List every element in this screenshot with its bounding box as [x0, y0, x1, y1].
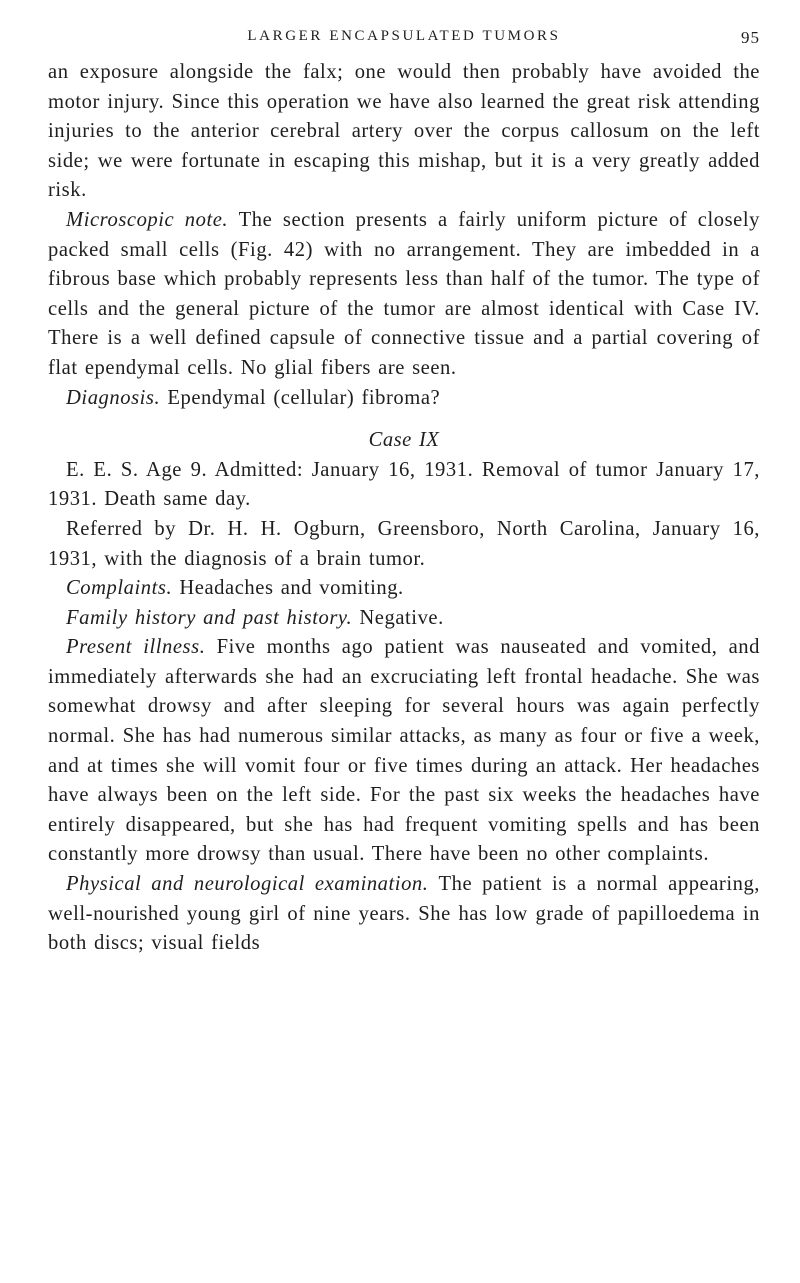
section-label: Microscopic note.	[66, 208, 239, 231]
section-label: Physical and neurological examination.	[66, 873, 439, 896]
paragraph-present-illness	[48, 633, 760, 870]
section-label: Complaints.	[66, 577, 180, 600]
section-label: Diagnosis.	[66, 386, 168, 409]
section-label: Present illness.	[66, 636, 217, 659]
case-heading: Case IX	[368, 429, 440, 452]
body-text	[48, 58, 760, 959]
paragraph-referral	[48, 515, 760, 574]
section-label: Family history and past history.	[66, 606, 360, 629]
paragraph-microscopic-note	[48, 206, 760, 384]
paragraph-exposure	[48, 58, 760, 206]
paragraph-text: Ependymal (cellular) fibroma?	[167, 386, 441, 409]
paragraph-text: Referred by Dr. H. H. Ogburn, Greensboro, North Carolina, January 16, 1931, with the diagnosis of a brain tumor.	[48, 517, 760, 570]
paragraph-text: The section presents a fairly uniform picture of closely packed small cells (Fig. 42) with no arrangement. They are imbedded in a fibrous base which probably represents less than half of the tumor. The type of cells and the general picture of the tumor are almost identical with Case IV. There is a well defined capsule of connective tissue and a partial covering of flat ependymal cells. No glial fibers are seen.	[48, 208, 760, 379]
paragraph-text: Headaches and vomiting.	[179, 577, 404, 600]
paragraph-text: E. E. S. Age 9. Admitted: January 16, 1931. Removal of tumor January 17, 1931. Death same day.	[48, 458, 760, 511]
paragraph-diagnosis	[48, 384, 760, 414]
paragraph-family-history	[48, 604, 760, 634]
running-head: LARGER ENCAPSULATED TUMORS	[247, 28, 561, 44]
page-number: 95	[741, 28, 760, 47]
paragraph-admission	[48, 456, 760, 515]
paragraph-text: The patient is a normal appearing, well-nourished young girl of nine years. She has low grade of papilloedema in both discs; visual fields	[48, 873, 760, 955]
paragraph-complaints	[48, 574, 760, 604]
paragraph-text: Five months ago patient was nauseated and vomited, and immediately afterwards she had an excruciating left frontal headache. She was somewhat drowsy and after sleeping for several hours was again perfectly normal. She has had numerous similar attacks, as many as four or five a week, and at times she will vomit four or five times during an attack. Her headaches have always been on the left side. For the past six weeks the headaches have entirely disappeared, but she has had frequent vomiting spells and has been constantly more drowsy than usual. There have been no other complaints.	[48, 636, 760, 866]
paragraph-text: Negative.	[359, 606, 444, 629]
paragraph-text: an exposure alongside the falx; one would then probably have avoided the motor injury. Since this operation we have also learned the great risk attending injuries to the anterior cerebral artery over the corpus callosum on the left side; we were fortunate in escaping this mishap, but it is a very greatly added risk.	[48, 61, 760, 202]
book-page	[48, 26, 760, 959]
paragraph-examination	[48, 870, 760, 959]
page-header	[48, 26, 760, 56]
